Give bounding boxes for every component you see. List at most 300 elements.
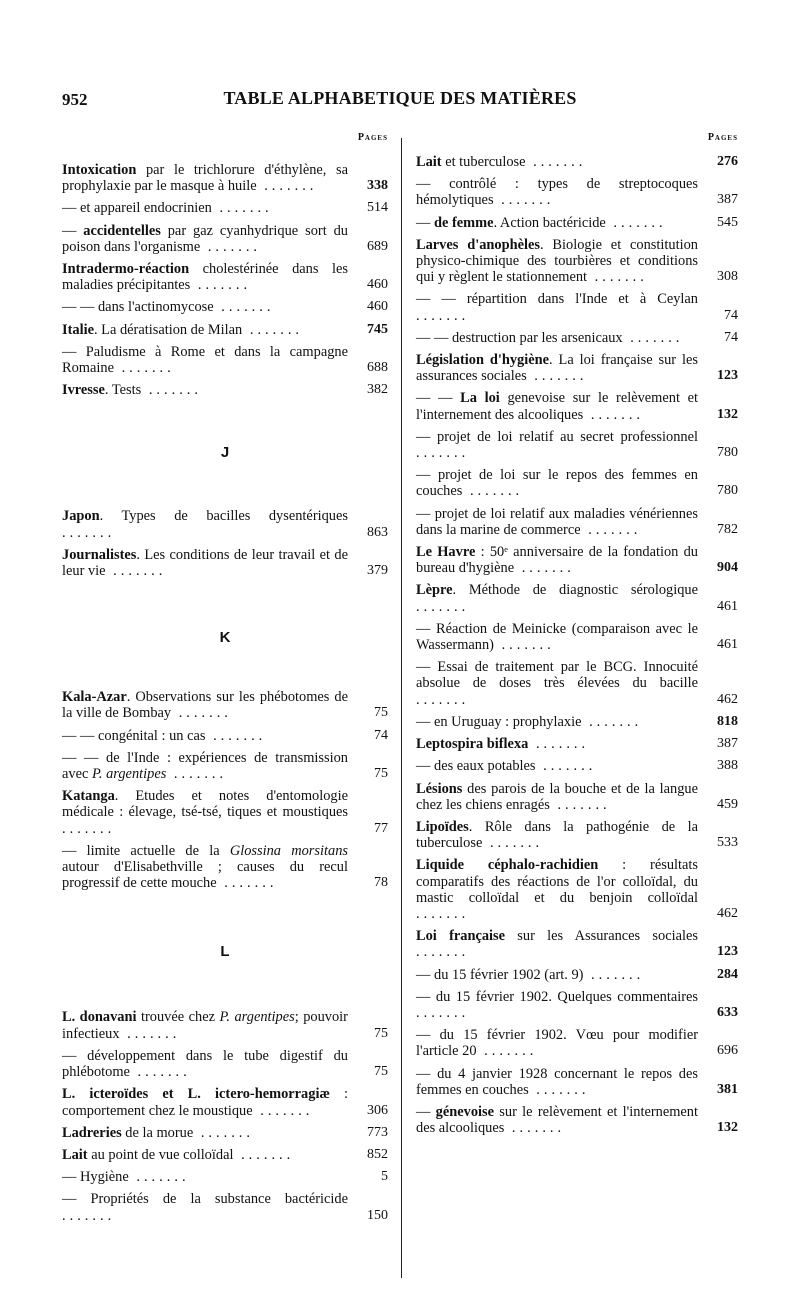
column-divider (401, 138, 402, 1278)
entry-description: au point de vue colloïdal (87, 1146, 234, 1163)
entry-page-number: 863 (367, 524, 388, 540)
entry-dash: — (416, 1065, 438, 1082)
entry-description: de l'Inde : expériences de transmission avec (62, 749, 349, 783)
index-entry (62, 843, 388, 892)
entry-headword: Lèpre (416, 582, 453, 599)
dot-leader: ....... (211, 200, 273, 217)
entry-page-number: 123 (717, 944, 738, 960)
index-entry (62, 382, 388, 398)
entry-text (416, 237, 738, 286)
entry-description: Paludisme à Rome et dans la campagne Romaine (62, 343, 348, 377)
entry-page-number: 514 (367, 200, 388, 216)
entry-text (62, 750, 388, 782)
entry-description-continued: autour d'Elisabethville ; causes du recul progressif de cette mouche (62, 859, 348, 892)
entry-description: de la morue (121, 1124, 194, 1141)
entry-description: et tuberculose (441, 154, 526, 170)
dot-leader: ....... (141, 382, 202, 399)
entry-headword: L. donavani (62, 1009, 137, 1026)
entry-text (416, 176, 738, 208)
entry-page-number: 74 (374, 727, 388, 743)
entry-text (62, 299, 388, 315)
entry-headword: Ivresse (62, 382, 105, 399)
dot-leader: ....... (549, 796, 611, 813)
entry-page-number: 462 (717, 691, 738, 707)
dot-leader: ....... (62, 524, 116, 541)
entry-description: . Etudes et notes d'entomologie médicale : élevage, tsé-tsé, tiques et moustiques (62, 788, 348, 821)
entry-headword: Intoxication (62, 162, 137, 178)
entry-page-number: 132 (717, 1120, 738, 1136)
entry-text (416, 819, 738, 851)
dot-leader: ....... (252, 1102, 314, 1119)
entry-text (62, 508, 388, 540)
dot-leader: ....... (105, 563, 167, 580)
index-entry (416, 989, 738, 1021)
dot-leader: ....... (493, 637, 555, 654)
index-entry (416, 967, 738, 983)
index-entry (416, 154, 738, 170)
entry-description: . Types de bacilles dysentériques (99, 508, 348, 525)
index-entry (416, 429, 738, 461)
index-entry (416, 330, 738, 346)
entry-description: et appareil endocrinien (80, 200, 212, 217)
entry-text (62, 547, 388, 579)
entry-page-number: 689 (367, 238, 388, 254)
index-entry (416, 1104, 738, 1136)
entry-description: du 15 février 1902. Quelques commentaires (435, 988, 698, 1005)
entry-text (416, 429, 738, 461)
dot-leader: ....... (216, 875, 278, 892)
entry-headword: Larves d'anophèles (416, 236, 540, 253)
dot-leader: ....... (166, 766, 228, 783)
index-entry (416, 390, 738, 422)
entry-description: genevoise sur le relèvement et l'internement des alcooliques (416, 390, 699, 423)
entry-page-number: 780 (717, 445, 738, 461)
dot-leader: ....... (535, 758, 597, 775)
entry-headword: Japon (62, 508, 100, 525)
entry-page-number: 77 (374, 820, 388, 836)
entry-text (62, 843, 388, 892)
entry-italic-term: Glossina morsitans (229, 842, 348, 859)
pages-column-label: Pages (357, 132, 388, 143)
entry-text (416, 352, 738, 384)
index-column-left (62, 132, 388, 1230)
entry-text (416, 1066, 738, 1098)
index-entry (416, 1027, 738, 1059)
entry-dash: — — (416, 291, 467, 308)
index-entry (416, 857, 738, 922)
section-letter: J (220, 444, 230, 462)
index-entry (416, 352, 738, 384)
dot-leader: ....... (526, 368, 588, 385)
entry-page-number: 696 (717, 1043, 738, 1059)
entry-page-number: 459 (717, 796, 738, 812)
dot-leader: ....... (128, 1169, 190, 1186)
entry-headword: Leptospira biflexa (416, 736, 529, 753)
index-column-right (416, 132, 738, 1142)
entry-headword: accidentelles (83, 222, 161, 239)
entry-dash: — — (416, 390, 461, 407)
index-entry (62, 788, 388, 837)
entry-headword: Le Havre (416, 544, 476, 561)
entry-page-number: 381 (717, 1081, 738, 1097)
entry-dash: — (416, 505, 435, 522)
index-entry (62, 508, 388, 540)
entry-description: trouvée chez (136, 1009, 220, 1026)
entry-text (62, 728, 388, 744)
entry-text (62, 1125, 388, 1141)
entry-text (416, 857, 738, 922)
entry-description: répartition dans l'Inde et à Ceylan (466, 291, 698, 308)
dot-leader: ....... (256, 178, 318, 195)
dot-leader: ....... (233, 1146, 295, 1163)
dot-leader: ....... (416, 445, 470, 462)
entry-dash: — (62, 1169, 80, 1186)
entry-text (416, 714, 738, 730)
entry-description: Essai de traitement par le BCG. Innocuité absolue de doses très élevées du bacille (416, 659, 699, 692)
index-entry (416, 467, 738, 499)
entry-page-number: 388 (717, 758, 738, 774)
index-entry (62, 162, 388, 194)
entry-dash: — (62, 1191, 91, 1208)
dot-leader: ....... (171, 705, 232, 722)
entry-page-number: 387 (717, 192, 738, 208)
entry-page-number: 75 (374, 705, 388, 721)
entry-text (62, 1191, 388, 1223)
entry-page-number: 545 (717, 214, 738, 230)
dot-leader: ....... (528, 736, 590, 753)
entry-dash: — (416, 659, 438, 676)
entry-description: limite actuelle de la (86, 842, 230, 859)
entry-description: destruction par les arsenicaux (451, 329, 623, 346)
dot-leader: ....... (62, 1207, 116, 1224)
entry-dash: — (62, 1047, 88, 1064)
entry-text (62, 162, 388, 194)
entry-headword: Loi française (416, 928, 506, 945)
page-number: 952 (62, 90, 88, 109)
index-entry (62, 547, 388, 579)
entry-page-number: 633 (717, 1004, 738, 1020)
dot-leader: ....... (193, 1124, 254, 1141)
entry-headword: La loi (460, 390, 500, 407)
dot-leader: ....... (416, 691, 470, 708)
entry-text (62, 382, 388, 398)
entry-page-number: 773 (367, 1124, 388, 1140)
entry-description: sur le relèvement et l'internement des alcooliques (416, 1103, 698, 1137)
index-entry (62, 223, 388, 255)
entry-page-number: 382 (367, 382, 388, 398)
entry-page-number: 338 (367, 178, 388, 194)
index-entry (416, 215, 738, 231)
entry-page-number: 306 (367, 1102, 388, 1118)
entry-page-number: 75 (374, 1064, 388, 1080)
index-entry (62, 1009, 388, 1041)
entry-headword: Intradermo-réaction (62, 261, 190, 278)
entry-text (416, 621, 738, 653)
index-entry (416, 621, 738, 653)
entry-description: . Action bactéricide (493, 214, 606, 231)
entry-description: Propriétés de la substance bactéricide (90, 1191, 348, 1208)
index-entry (62, 1169, 388, 1185)
entry-description: projet de loi relatif au secret professionnel (437, 428, 698, 445)
index-entry (416, 736, 738, 752)
index-entry (62, 750, 388, 782)
entry-text (62, 322, 388, 338)
index-entry (416, 819, 738, 851)
entry-dash: — — (416, 329, 452, 346)
entry-dash: — (416, 1027, 440, 1044)
entry-description: du 15 février 1902 (art. 9) (434, 966, 584, 983)
index-entry (416, 506, 738, 538)
entry-page-number: 284 (717, 966, 738, 982)
entry-page-number: 387 (717, 736, 738, 752)
entry-text (62, 689, 388, 721)
entry-text (416, 390, 738, 422)
entry-page-number: 75 (374, 766, 388, 782)
dot-leader: ....... (462, 483, 524, 500)
entry-dash: — (416, 620, 436, 637)
entry-description: . Méthode de diagnostic sérologique (452, 582, 698, 599)
index-entry (62, 261, 388, 293)
entry-dash: — (62, 343, 86, 360)
index-entry (416, 1066, 738, 1098)
dot-leader: ....... (200, 238, 262, 255)
entry-italic-term: P. argentipes (91, 766, 167, 783)
entry-page-number: 5 (381, 1169, 388, 1185)
index-entry (62, 200, 388, 216)
entry-description: des eaux potables (434, 758, 536, 775)
index-entry (62, 689, 388, 721)
index-entry (416, 544, 738, 576)
entry-page-number: 123 (717, 368, 738, 384)
entry-page-number: 460 (367, 277, 388, 293)
section-letter: L (220, 943, 230, 961)
dot-leader: ....... (514, 560, 575, 577)
dot-leader: ....... (119, 1025, 181, 1042)
entry-headword: Kala-Azar (62, 689, 127, 706)
entry-page-number: 745 (367, 321, 388, 337)
dot-leader: ....... (476, 1043, 538, 1060)
dot-leader: ....... (242, 321, 304, 338)
entry-headword: Italie (62, 321, 94, 338)
dot-leader: ....... (622, 329, 684, 346)
entry-description: projet de loi relatif aux maladies vénériennes dans la marine de commerce (416, 505, 698, 538)
entry-text (62, 788, 388, 837)
entry-page-number: 782 (717, 521, 738, 537)
index-entry (416, 176, 738, 208)
dot-leader: ....... (416, 1004, 470, 1021)
entry-headword: Liquide céphalo-rachidien (416, 857, 599, 874)
dot-leader: ....... (190, 277, 252, 294)
entry-dash: — (416, 428, 437, 445)
index-entry (62, 1147, 388, 1163)
entry-description-continued: ; pouvoir infectieux (62, 1009, 348, 1042)
entry-headword: génevoise (435, 1103, 495, 1120)
entry-description: : 50ᵉ anniversaire de la fondation du bureau d'hygiène (416, 544, 698, 577)
entry-text (416, 467, 738, 499)
entry-headword: de femme (434, 214, 494, 231)
dot-leader: ....... (605, 214, 667, 231)
entry-text (62, 1147, 388, 1163)
dot-leader: ....... (416, 598, 470, 615)
entry-description: Hygiène (80, 1169, 129, 1186)
dot-leader: ....... (493, 192, 555, 209)
entry-dash: — (416, 713, 434, 730)
entry-description: : comportement chez le moustique (62, 1086, 348, 1119)
entry-dash: — (62, 842, 87, 859)
dot-leader: ....... (416, 905, 470, 922)
entry-page-number: 462 (717, 905, 738, 921)
entry-text (62, 223, 388, 255)
entry-page-number: 533 (717, 835, 738, 851)
entry-headword: Journalistes (62, 546, 137, 563)
entry-description: du 4 janvier 1928 concernant le repos des femmes en couches (416, 1065, 698, 1098)
dot-leader: ....... (205, 727, 267, 744)
entry-page-number: 75 (374, 1025, 388, 1041)
entry-page-number: 904 (717, 560, 738, 576)
entry-text (416, 506, 738, 538)
entry-description: . Tests (104, 382, 142, 399)
entry-description: dans l'actinomycose (97, 299, 214, 316)
entry-headword: Lésions (416, 780, 463, 797)
entry-page-number: 461 (717, 598, 738, 614)
entry-page-number: 276 (717, 154, 738, 169)
dot-leader: ....... (583, 406, 645, 423)
entry-text (416, 928, 738, 960)
entry-description: Réaction de Meinicke (comparaison avec le Wassermann) (416, 620, 698, 654)
dot-leader: ....... (416, 307, 470, 324)
index-entry (62, 1191, 388, 1223)
entry-headword: Lipoïdes (416, 818, 469, 835)
index-entry (62, 322, 388, 338)
index-entry (62, 1125, 388, 1141)
entry-page-number: 74 (724, 307, 738, 323)
entry-description: . Observations sur les phébotomes de la ville de Bombay (62, 689, 348, 722)
entry-text (416, 215, 738, 231)
entry-page-number: 74 (724, 329, 738, 345)
index-entry (416, 659, 738, 708)
running-title: TABLE ALPHABETIQUE DES MATIÈRES (223, 88, 577, 108)
entry-text (416, 659, 738, 708)
entry-dash: — (416, 214, 434, 231)
entry-dash: — — (62, 749, 106, 766)
entry-text (416, 291, 738, 323)
entry-headword: Législation d'hygiène (416, 352, 550, 369)
dot-leader: ....... (581, 713, 643, 730)
entry-text (62, 1048, 388, 1080)
entry-headword: Katanga (62, 788, 115, 805)
entry-dash: — (62, 222, 84, 239)
index-entry (62, 1048, 388, 1080)
dot-leader: ....... (62, 820, 116, 837)
dot-leader: ....... (504, 1120, 566, 1137)
entry-description: . Biologie et constitution physico-chimique des tourbières et conditions qui y règlent le stationnement (416, 236, 698, 286)
index-entry (416, 714, 738, 730)
entry-headword: Ladreries (62, 1124, 122, 1141)
pages-column-label: Pages (707, 132, 738, 143)
dot-leader: ....... (213, 299, 275, 316)
entry-description: contrôlé : types de streptocoques hémolytiques (416, 176, 699, 209)
entry-dash: — (416, 1103, 436, 1120)
dot-leader: ....... (583, 966, 645, 983)
entry-page-number: 460 (367, 299, 388, 315)
entry-text (416, 1104, 738, 1136)
entry-description: . La dératisation de Milan (93, 321, 243, 338)
entry-text (62, 344, 388, 376)
entry-headword: Lait (62, 1146, 88, 1163)
entry-description: : résultats comparatifs des réactions de l'or colloïdal, du mastic colloïdal et du benjoin colloïdal (416, 857, 698, 906)
entry-description: développement dans le tube digestif du phlébotome (62, 1047, 348, 1081)
entry-text (416, 1027, 738, 1059)
entry-description: . Les conditions de leur travail et de leur vie (62, 546, 348, 580)
entry-page-number: 688 (367, 360, 388, 376)
dot-leader: ....... (113, 360, 175, 377)
dot-leader: ....... (580, 521, 642, 538)
entry-dash: — (416, 966, 434, 983)
entry-text (416, 736, 738, 752)
entry-dash: — (62, 200, 80, 217)
entry-description: . La loi française sur les assurances sociales (416, 352, 698, 385)
entry-text (416, 582, 738, 614)
entry-description: des parois de la bouche et de la langue chez les chiens enragés (416, 780, 698, 813)
section-letter: K (219, 629, 231, 647)
dot-leader: ....... (482, 835, 544, 852)
entry-dash: — (416, 758, 434, 775)
entry-description: en Uruguay : prophylaxie (434, 713, 582, 730)
entry-text (62, 1169, 388, 1185)
entry-page-number: 818 (717, 713, 738, 729)
entry-headword: L. icteroïdes et L. ictero-hemorragiæ (62, 1086, 330, 1103)
entry-dash: — (416, 176, 450, 193)
index-entry (416, 237, 738, 286)
entry-dash: — — (62, 727, 98, 744)
entry-page-number: 132 (717, 406, 738, 422)
index-entry (62, 344, 388, 376)
index-entry (62, 728, 388, 744)
entry-dash: — — (62, 299, 98, 316)
entry-page-number: 379 (367, 563, 388, 579)
entry-description: par le trichlorure d'éthylène, sa prophylaxie par le masque à huile (62, 162, 348, 195)
entry-text (416, 967, 738, 983)
entry-italic-term: P. argentipes (219, 1009, 295, 1026)
dot-leader: ....... (528, 1081, 590, 1098)
dot-leader: ....... (525, 154, 587, 170)
index-entry (416, 928, 738, 960)
entry-description: projet de loi sur le repos des femmes en couches (416, 467, 698, 500)
entry-text (62, 261, 388, 293)
entry-description: cholestérinée dans les maladies précipitantes (62, 261, 348, 294)
index-entry (416, 582, 738, 614)
entry-page-number: 461 (717, 637, 738, 653)
entry-page-number: 78 (374, 875, 388, 891)
entry-dash: — (416, 988, 436, 1005)
entry-text (416, 781, 738, 813)
index-entry (416, 758, 738, 774)
dot-leader: ....... (587, 269, 648, 286)
entry-description: par gaz cyanhydrique sort du poison dans l'organisme (62, 222, 348, 255)
index-entry (62, 1086, 388, 1118)
index-entry (416, 781, 738, 813)
entry-page-number: 780 (717, 483, 738, 499)
entry-description: congénital : un cas (97, 727, 206, 744)
entry-description: . Rôle dans la pathogénie de la tuberculose (416, 818, 698, 852)
entry-text (62, 1086, 388, 1118)
entry-description: sur les Assurances sociales (505, 928, 698, 945)
entry-dash: — (416, 467, 438, 484)
entry-text (416, 544, 738, 576)
entry-page-number: 308 (717, 269, 738, 285)
entry-text (416, 154, 738, 170)
index-entry (416, 291, 738, 323)
